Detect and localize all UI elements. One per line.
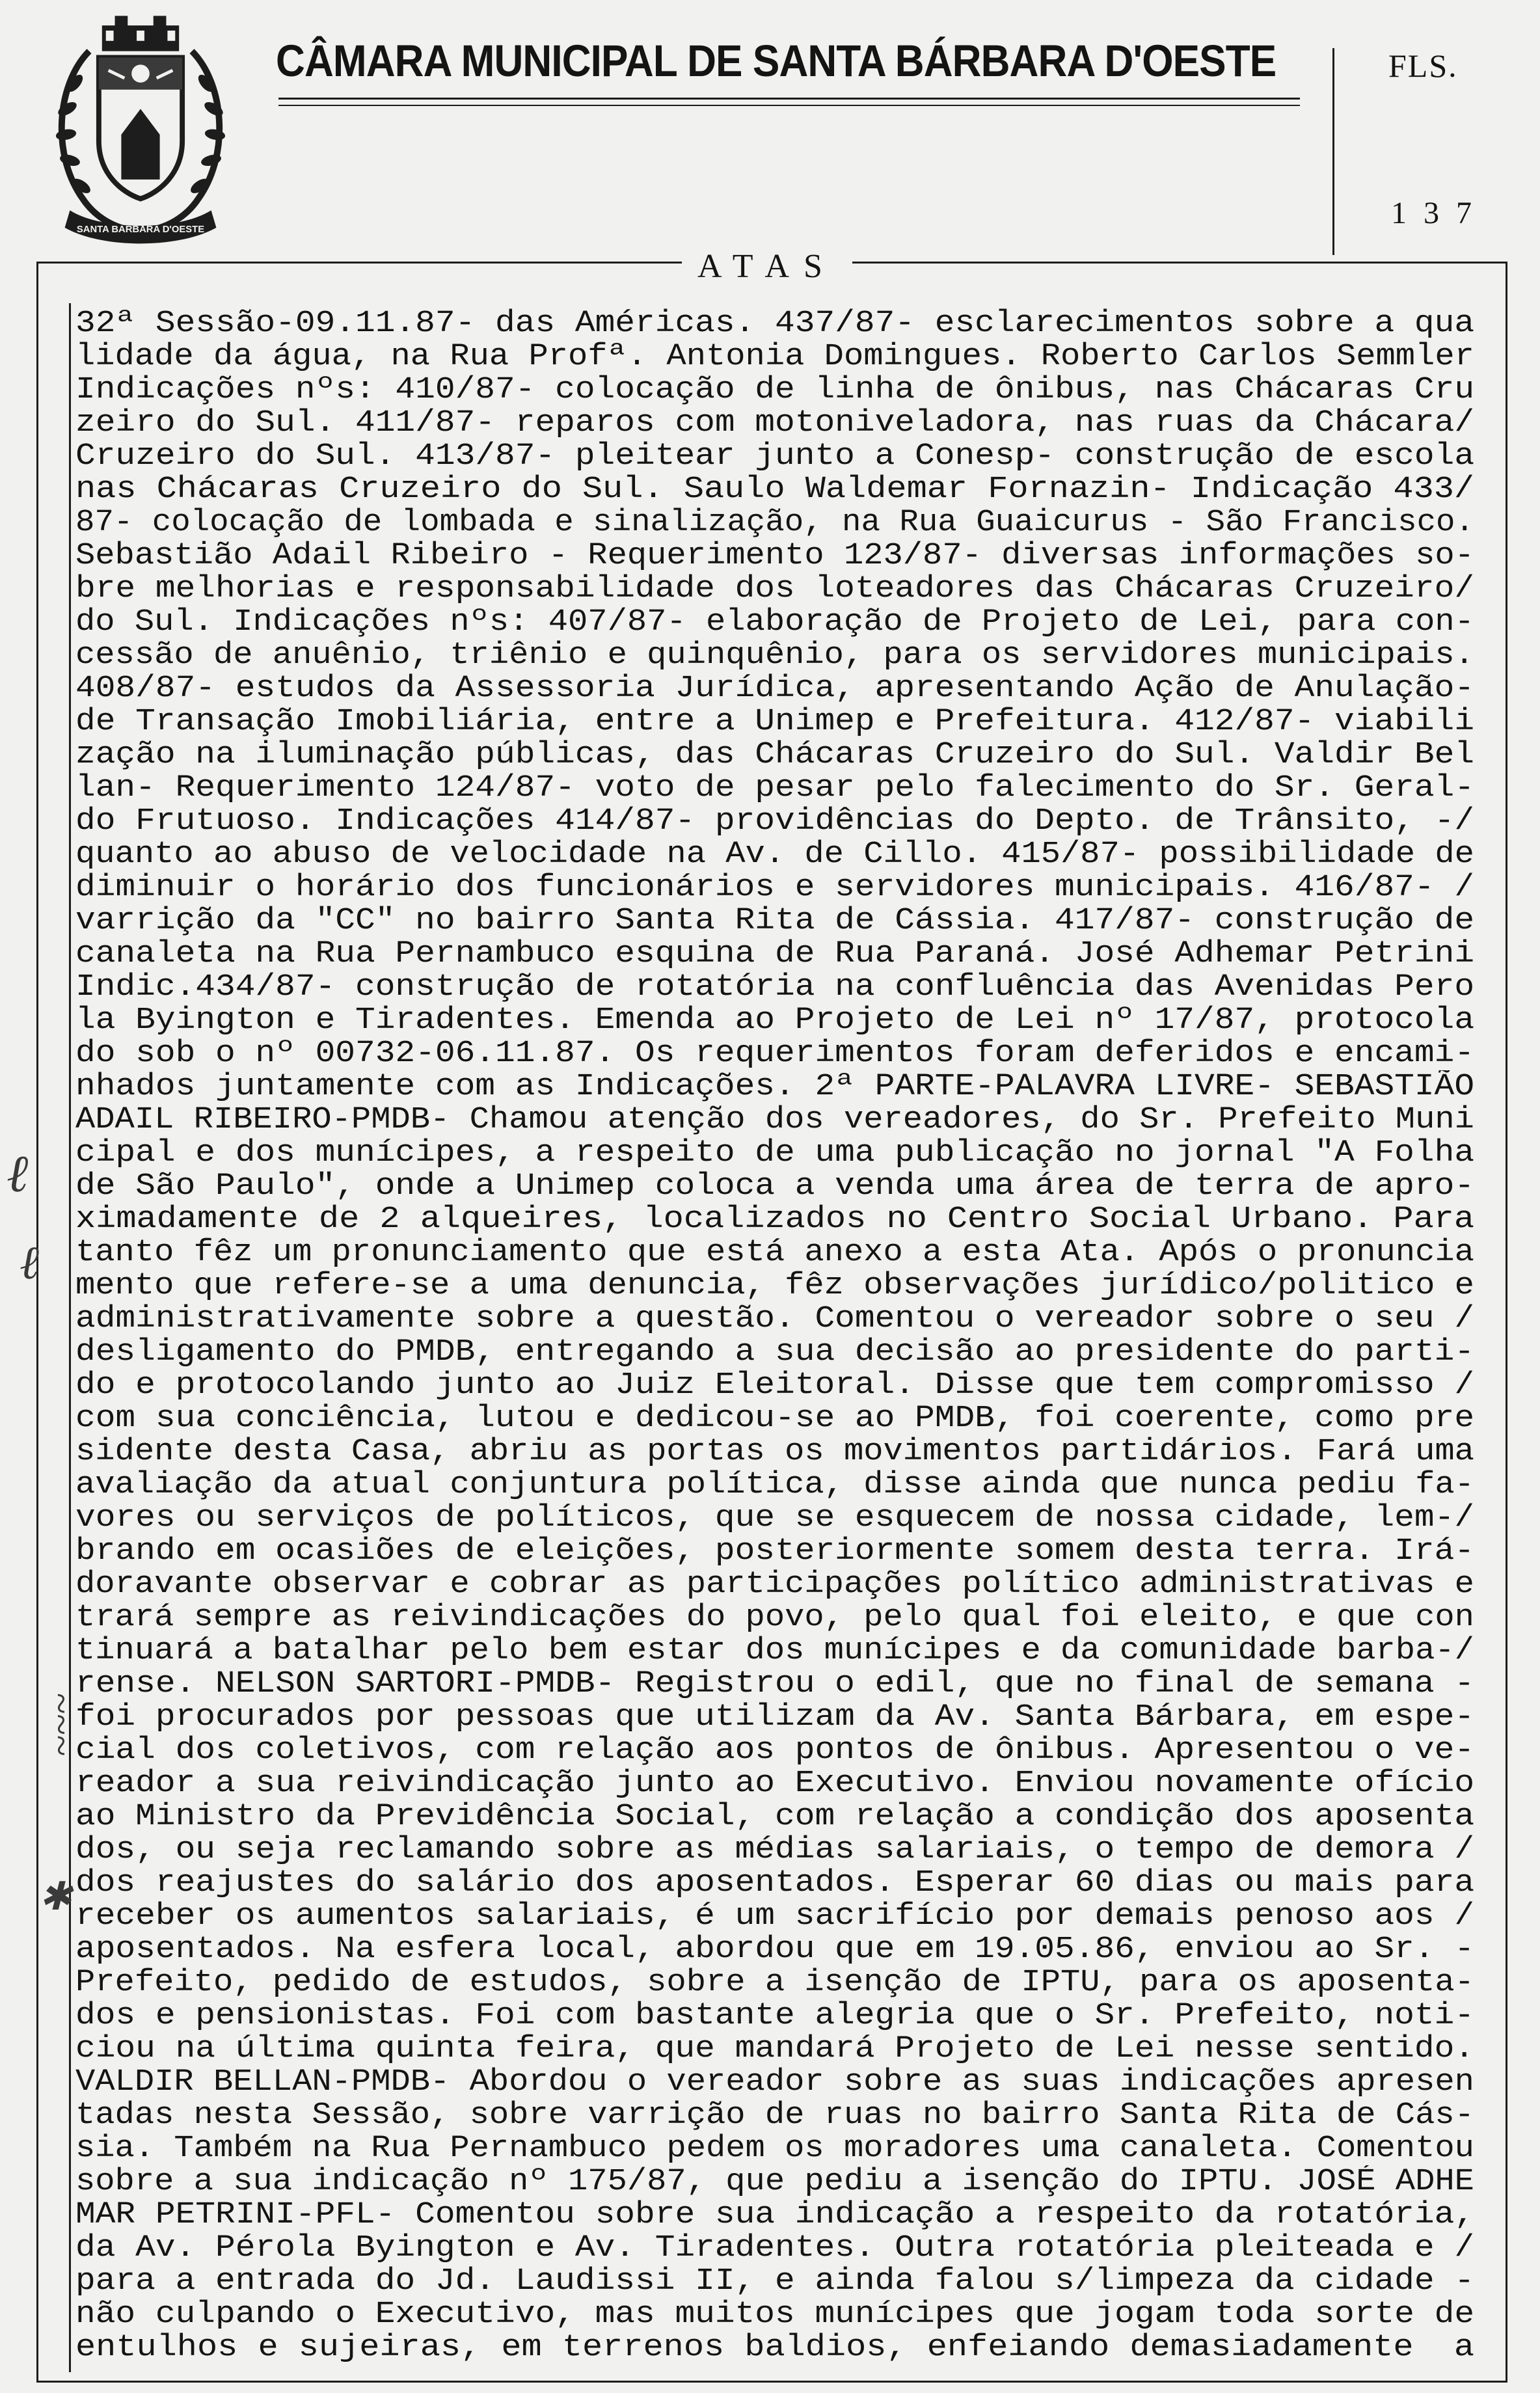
text-line-content: rense. NELSON SARTORI-PMDB- Registrou o edil, que no final de semana - [75, 1668, 1475, 1701]
text-line-content: cipal e dos munícipes, a respeito de uma publicação no jornal "A Folha [75, 1137, 1475, 1170]
text-line-content: do Frutuoso. Indicações 414/87- providências do Depto. de Trânsito, -/ [75, 805, 1475, 838]
text-line [75, 938, 1481, 971]
text-line [75, 1701, 1481, 1734]
text-line [75, 1867, 1481, 1900]
text-line [75, 1833, 1481, 1867]
text-line-content: quanto ao abuso de velocidade na Av. de Cillo. 415/87- possibilidade de [75, 838, 1474, 871]
text-line-content: trará sempre as reivindicações do povo, pelo qual foi eleito, e que con [75, 1601, 1474, 1634]
text-line-content: tinuará a batalhar pelo bem estar dos munícipes e da comunidade barba-/ [75, 1634, 1474, 1668]
text-line [75, 307, 1481, 340]
text-line-content: do e protocolando junto ao Juiz Eleitoral. Disse que tem compromisso / [75, 1369, 1475, 1402]
text-line-content: VALDIR BELLAN-PMDB- Abordou o vereador sobre as suas indicações apresen [75, 2066, 1474, 2099]
text-line-content: nhados juntamente com as Indicações. 2ª PARTE-PALAVRA LIVRE- SEBASTIÃO [75, 1070, 1475, 1103]
text-line-content: canaleta na Rua Pernambuco esquina de Rua Paraná. José Adhemar Petrini [75, 938, 1475, 971]
text-line-content: ADAIL RIBEIRO-PMDB- Chamou atenção dos vereadores, do Sr. Prefeito Muni [75, 1103, 1474, 1137]
text-line-content: cessão de anuênio, triênio e quinquênio, para os servidores municipais. [75, 639, 1474, 672]
text-line [75, 1900, 1481, 1933]
text-line-content: sobre a sua indicação nº 175/87, que pediu a isenção do IPTU. JOSÉ ADHE [75, 2165, 1474, 2198]
text-line [75, 1103, 1481, 1137]
text-line [75, 1435, 1481, 1468]
text-line [75, 1767, 1481, 1800]
text-line-content: desligamento do PMDB, entregando a sua decisão ao presidente do parti- [75, 1336, 1475, 1369]
text-line [75, 871, 1481, 904]
text-line-content: doravante observar e cobrar as participações político administrativas e [75, 1568, 1474, 1601]
text-line-content: Indic.434/87- construção de rotatória na confluência das Avenidas Pero [75, 971, 1475, 1004]
text-line [75, 1734, 1481, 1767]
text-line [75, 2298, 1481, 2331]
text-line [75, 1303, 1481, 1336]
text-line [75, 1502, 1481, 1535]
text-line [75, 1999, 1481, 2033]
text-line [75, 440, 1481, 473]
text-line-content: entulhos e sujeiras, em terrenos baldios, enfeiando demasiadamente a [75, 2331, 1475, 2364]
text-line [75, 971, 1481, 1004]
text-line [75, 1468, 1481, 1502]
text-line-content: ximadamente de 2 alqueires, localizados no Centro Social Urbano. Para [75, 1203, 1475, 1236]
text-line [75, 473, 1481, 506]
text-line [75, 705, 1481, 738]
text-line-content: tanto fêz um pronunciamento que está anexo a esta Ata. Após o pronuncia [75, 1236, 1474, 1269]
handwritten-mark: ✱ [39, 1875, 72, 1918]
text-line [75, 2331, 1481, 2364]
text-line [75, 1070, 1481, 1103]
text-line [75, 672, 1481, 705]
text-line [75, 1402, 1481, 1435]
text-line [75, 539, 1481, 573]
text-line [75, 2265, 1481, 2298]
text-line-content: ciou na última quinta feira, que mandará Projeto de Lei nesse sentido. [75, 2033, 1475, 2066]
margin-annotation: ℓ [20, 1237, 39, 1289]
text-line-content: reador a sua reivindicação junto ao Executivo. Enviou novamente ofício [75, 1767, 1475, 1800]
text-line [75, 573, 1481, 606]
text-line-content: ao Ministro da Previdência Social, com relação a condição dos aposenta [75, 1800, 1475, 1833]
handwritten-initials: ~~~ [40, 1693, 83, 1757]
text-line [75, 1933, 1481, 1966]
text-line [75, 1004, 1481, 1037]
text-line-content: foi procurados por pessoas que utilizam da Av. Santa Bárbara, em espe- [75, 1701, 1475, 1734]
text-line-content: MAR PETRINI-PFL- Comentou sobre sua indicação a respeito da rotatória, [75, 2198, 1475, 2232]
text-line-content: da Av. Pérola Byington e Av. Tiradentes. Outra rotatória pleiteada e / [75, 2232, 1475, 2265]
section-title: ATAS [682, 247, 852, 286]
page-number: 137 [1391, 196, 1489, 230]
text-line-content: sia. Também na Rua Pernambuco pedem os moradores uma canaleta. Comentou [75, 2132, 1474, 2165]
text-line-content: diminuir o horário dos funcionários e servidores municipais. 416/87- / [75, 871, 1475, 904]
text-line-content: lan- Requerimento 124/87- voto de pesar pelo falecimento do Sr. Geral- [75, 772, 1475, 805]
text-line [75, 805, 1481, 838]
text-line [75, 639, 1481, 672]
text-line [75, 772, 1481, 805]
text-line [75, 1369, 1481, 1402]
text-line-content: varrição da "CC" no bairro Santa Rita de Cássia. 417/87- construção de [75, 904, 1475, 938]
text-line [75, 2198, 1481, 2232]
text-line-content: zeiro do Sul. 411/87- reparos com motoniveladora, nas ruas da Chácara/ [75, 407, 1475, 440]
text-line-content: do sob o nº 00732-06.11.87. Os requerimentos foram deferidos e encami- [75, 1037, 1475, 1070]
text-line-content: 32ª Sessão-09.11.87- das Américas. 437/87- esclarecimentos sobre a qua [75, 307, 1475, 340]
text-line-content: de São Paulo", onde a Unimep coloca a venda uma área de terra de apro- [75, 1170, 1475, 1203]
text-line [75, 1601, 1481, 1634]
margin-annotation: ℓ [7, 1146, 29, 1203]
fls-label: FLS. [1388, 47, 1458, 84]
text-line [75, 407, 1481, 440]
text-line-content: Prefeito, pedido de estudos, sobre a isenção de IPTU, para os aposenta- [75, 1966, 1474, 1999]
text-line [75, 838, 1481, 871]
text-line-content: vores ou serviços de políticos, que se esquecem de nossa cidade, lem-/ [75, 1502, 1475, 1535]
text-line [75, 1336, 1481, 1369]
text-line [75, 1668, 1481, 1701]
text-line-content: Indicações nºs: 410/87- colocação de linha de ônibus, nas Chácaras Cru [75, 373, 1475, 407]
text-line [75, 904, 1481, 938]
text-line-content: Cruzeiro do Sul. 413/87- pleitear junto a Conesp- construção de escola [75, 440, 1475, 473]
text-line-content: não culpando o Executivo, mas muitos munícipes que jogam toda sorte de [75, 2298, 1475, 2331]
text-line-content: do Sul. Indicações nºs: 407/87- elaboração de Projeto de Lei, para con- [75, 606, 1474, 639]
text-line-content: Sebastião Adail Ribeiro - Requerimento 123/87- diversas informações so- [75, 539, 1474, 573]
text-line-content: aposentados. Na esfera local, abordou que em 19.05.86, enviou ao Sr. - [75, 1933, 1475, 1966]
text-line [75, 2033, 1481, 2066]
text-line-content: la Byington e Tiradentes. Emenda ao Projeto de Lei nº 17/87, protocola [75, 1004, 1475, 1037]
text-line-content: bre melhorias e responsabilidade dos loteadores das Chácaras Cruzeiro/ [75, 573, 1475, 606]
text-line [75, 1966, 1481, 1999]
text-line [75, 1634, 1481, 1668]
text-line [75, 1236, 1481, 1269]
text-line [75, 506, 1481, 539]
text-line-content: dos, ou seja reclamando sobre as médias salariais, o tempo de demora / [75, 1833, 1475, 1867]
page-title: CÂMARA MUNICIPAL DE SANTA BÁRBARA D'OESTE [276, 36, 1277, 86]
text-line-content: para a entrada do Jd. Laudissi II, e ainda falou s/limpeza da cidade - [75, 2265, 1475, 2298]
text-line-content: dos reajustes do salário dos aposentados. Esperar 60 dias ou mais para [75, 1867, 1475, 1900]
text-line-content: nas Chácaras Cruzeiro do Sul. Saulo Waldemar Fornazin- Indicação 433/ [75, 473, 1475, 506]
text-line-content: com sua conciência, lutou e dedicou-se ao PMDB, foi coerente, como pre [75, 1402, 1475, 1435]
text-line [75, 1137, 1481, 1170]
text-line [75, 1800, 1481, 1833]
text-line-content: mento que refere-se a uma denuncia, fêz observações jurídico/politico e [75, 1269, 1474, 1303]
text-line [75, 2165, 1481, 2198]
text-line-content: receber os aumentos salariais, é um sacrifício por demais penoso aos / [75, 1900, 1475, 1933]
ribbon-text: SANTA BARBARA D'OESTE [76, 224, 205, 235]
header-rule [278, 98, 1300, 106]
text-line-content: avaliação da atual conjuntura política, disse ainda que nunca pediu fa- [75, 1468, 1474, 1502]
text-line-content: zação na iluminação públicas, das Chácaras Cruzeiro do Sul. Valdir Bel [75, 738, 1475, 772]
municipal-coat-of-arms-icon [44, 4, 237, 252]
text-line-content: de Transação Imobiliária, entre a Unimep e Prefeitura. 412/87- viabili [75, 705, 1475, 738]
header-divider [1332, 48, 1334, 255]
text-line-content: 408/87- estudos da Assessoria Jurídica, apresentando Ação de Anulação- [75, 672, 1475, 705]
text-line [75, 373, 1481, 407]
minutes-text [75, 307, 1481, 2364]
text-line [75, 1203, 1481, 1236]
text-line-content: dos e pensionistas. Foi com bastante alegria que o Sr. Prefeito, noti- [75, 1999, 1475, 2033]
text-line [75, 2066, 1481, 2099]
text-line [75, 340, 1481, 373]
text-line [75, 1170, 1481, 1203]
text-line [75, 738, 1481, 772]
text-line-content: tadas nesta Sessão, sobre varrição de ruas no bairro Santa Rita de Cás- [75, 2099, 1474, 2132]
text-line [75, 1568, 1481, 1601]
text-line-content: 87- colocação de lombada e sinalização, na Rua Guaicurus - São Francisco. [75, 506, 1474, 539]
text-line [75, 2099, 1481, 2132]
text-line [75, 1535, 1481, 1568]
text-line [75, 2232, 1481, 2265]
text-line-content: administrativamente sobre a questão. Comentou o vereador sobre o seu / [75, 1303, 1475, 1336]
text-line [75, 606, 1481, 639]
text-line [75, 1037, 1481, 1070]
text-line-content: brando em ocasiões de eleições, posteriormente somem desta terra. Irá- [75, 1535, 1475, 1568]
text-line-content: lidade da água, na Rua Profª. Antonia Domingues. Roberto Carlos Semmler [75, 340, 1474, 373]
text-line-content: sidente desta Casa, abriu as portas os movimentos partidários. Fará uma [75, 1435, 1474, 1468]
text-line [75, 2132, 1481, 2165]
text-line-content: cial dos coletivos, com relação aos pontos de ônibus. Apresentou o ve- [75, 1734, 1475, 1767]
text-line [75, 1269, 1481, 1303]
